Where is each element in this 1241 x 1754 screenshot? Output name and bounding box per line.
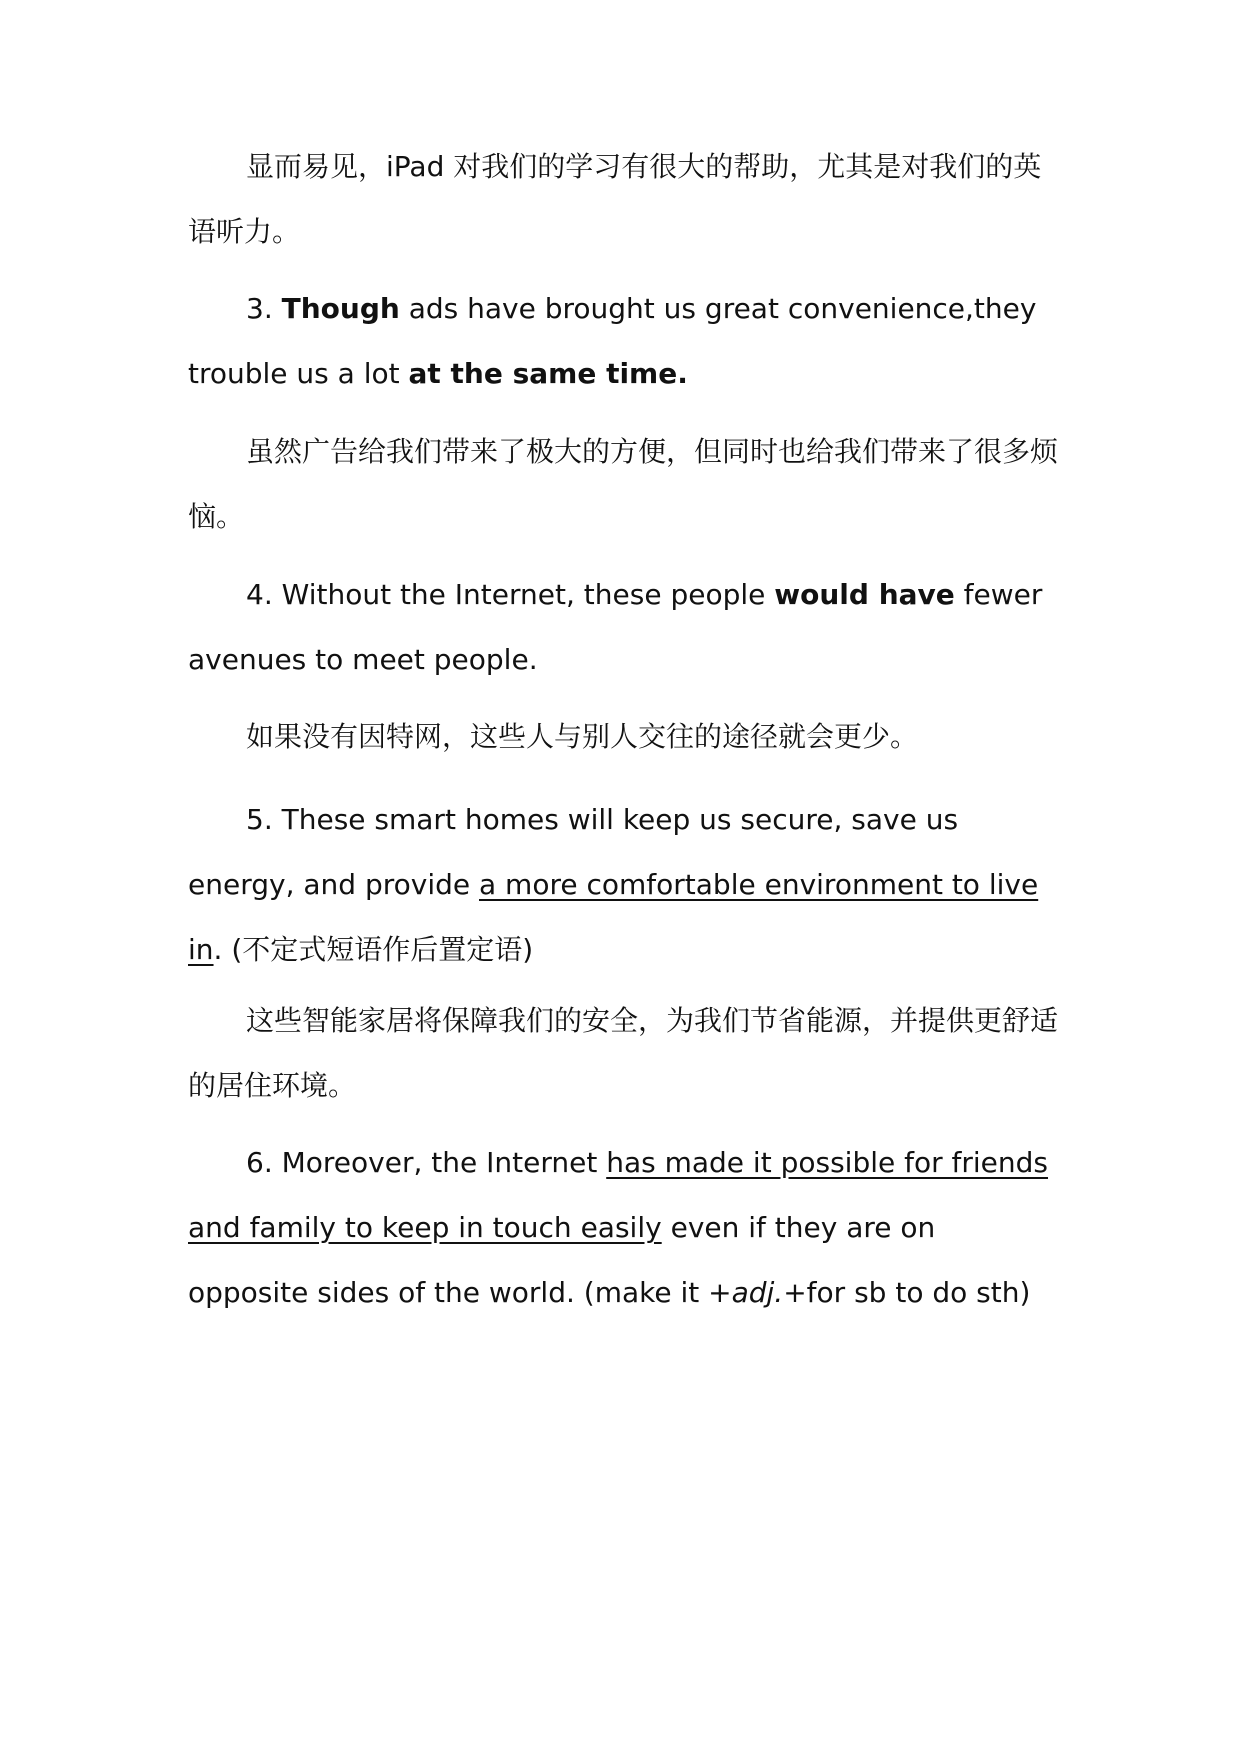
bold-phrase: would have <box>774 578 955 611</box>
paragraph-en-5 <box>188 787 1063 982</box>
item-number: 5. <box>246 803 273 836</box>
paragraph-en-3 <box>188 276 1063 406</box>
cn-text: 虽然广告给我们带来了极大的方便，但同时也给我们带来了很多烦恼。 <box>188 435 1059 533</box>
sentence-text: Moreover, the Internet <box>272 1146 607 1179</box>
paragraph-cn-1 <box>188 134 1063 264</box>
paragraph-cn-4 <box>188 704 1063 769</box>
bold-phrase: at the same time. <box>408 357 688 390</box>
item-number: 3. <box>246 292 273 325</box>
bold-phrase: Though <box>281 292 400 325</box>
paragraph-cn-5 <box>188 988 1063 1118</box>
sentence-text: Without the Internet, these people <box>272 578 775 611</box>
underlined-phrase: has made it possible for friends and family to keep in touch easily <box>188 1146 1049 1244</box>
cn-text: 显而易见，iPad 对我们的学习有很大的帮助，尤其是对我们的英语听力。 <box>188 150 1042 248</box>
cn-text: 这些智能家居将保障我们的安全，为我们节省能源，并提供更舒适的居住环境。 <box>188 1004 1059 1102</box>
paragraph-en-6 <box>188 1130 1063 1325</box>
sentence-text: . (不定式短语作后置定语) <box>213 933 534 966</box>
italic-word: adj. <box>731 1276 784 1309</box>
cn-text: 如果没有因特网，这些人与别人交往的途径就会更少。 <box>246 720 919 753</box>
sentence-text: ads have brought us great convenience,they trouble us a lot <box>188 292 1037 390</box>
sentence-text: These smart homes will keep us secure, save us energy, and provide <box>188 803 959 901</box>
sentence-text: even if they are on opposite sides of the world. (make it + <box>188 1211 936 1309</box>
paragraph-en-4 <box>188 562 1063 692</box>
item-number: 4. <box>246 578 273 611</box>
sentence-text: +for sb to do sth) <box>783 1276 1031 1309</box>
item-number: 6. <box>246 1146 273 1179</box>
underlined-phrase: a more comfortable environment to live in <box>188 868 1039 966</box>
sentence-text: fewer avenues to meet people. <box>188 578 1043 676</box>
paragraph-cn-3 <box>188 419 1063 549</box>
